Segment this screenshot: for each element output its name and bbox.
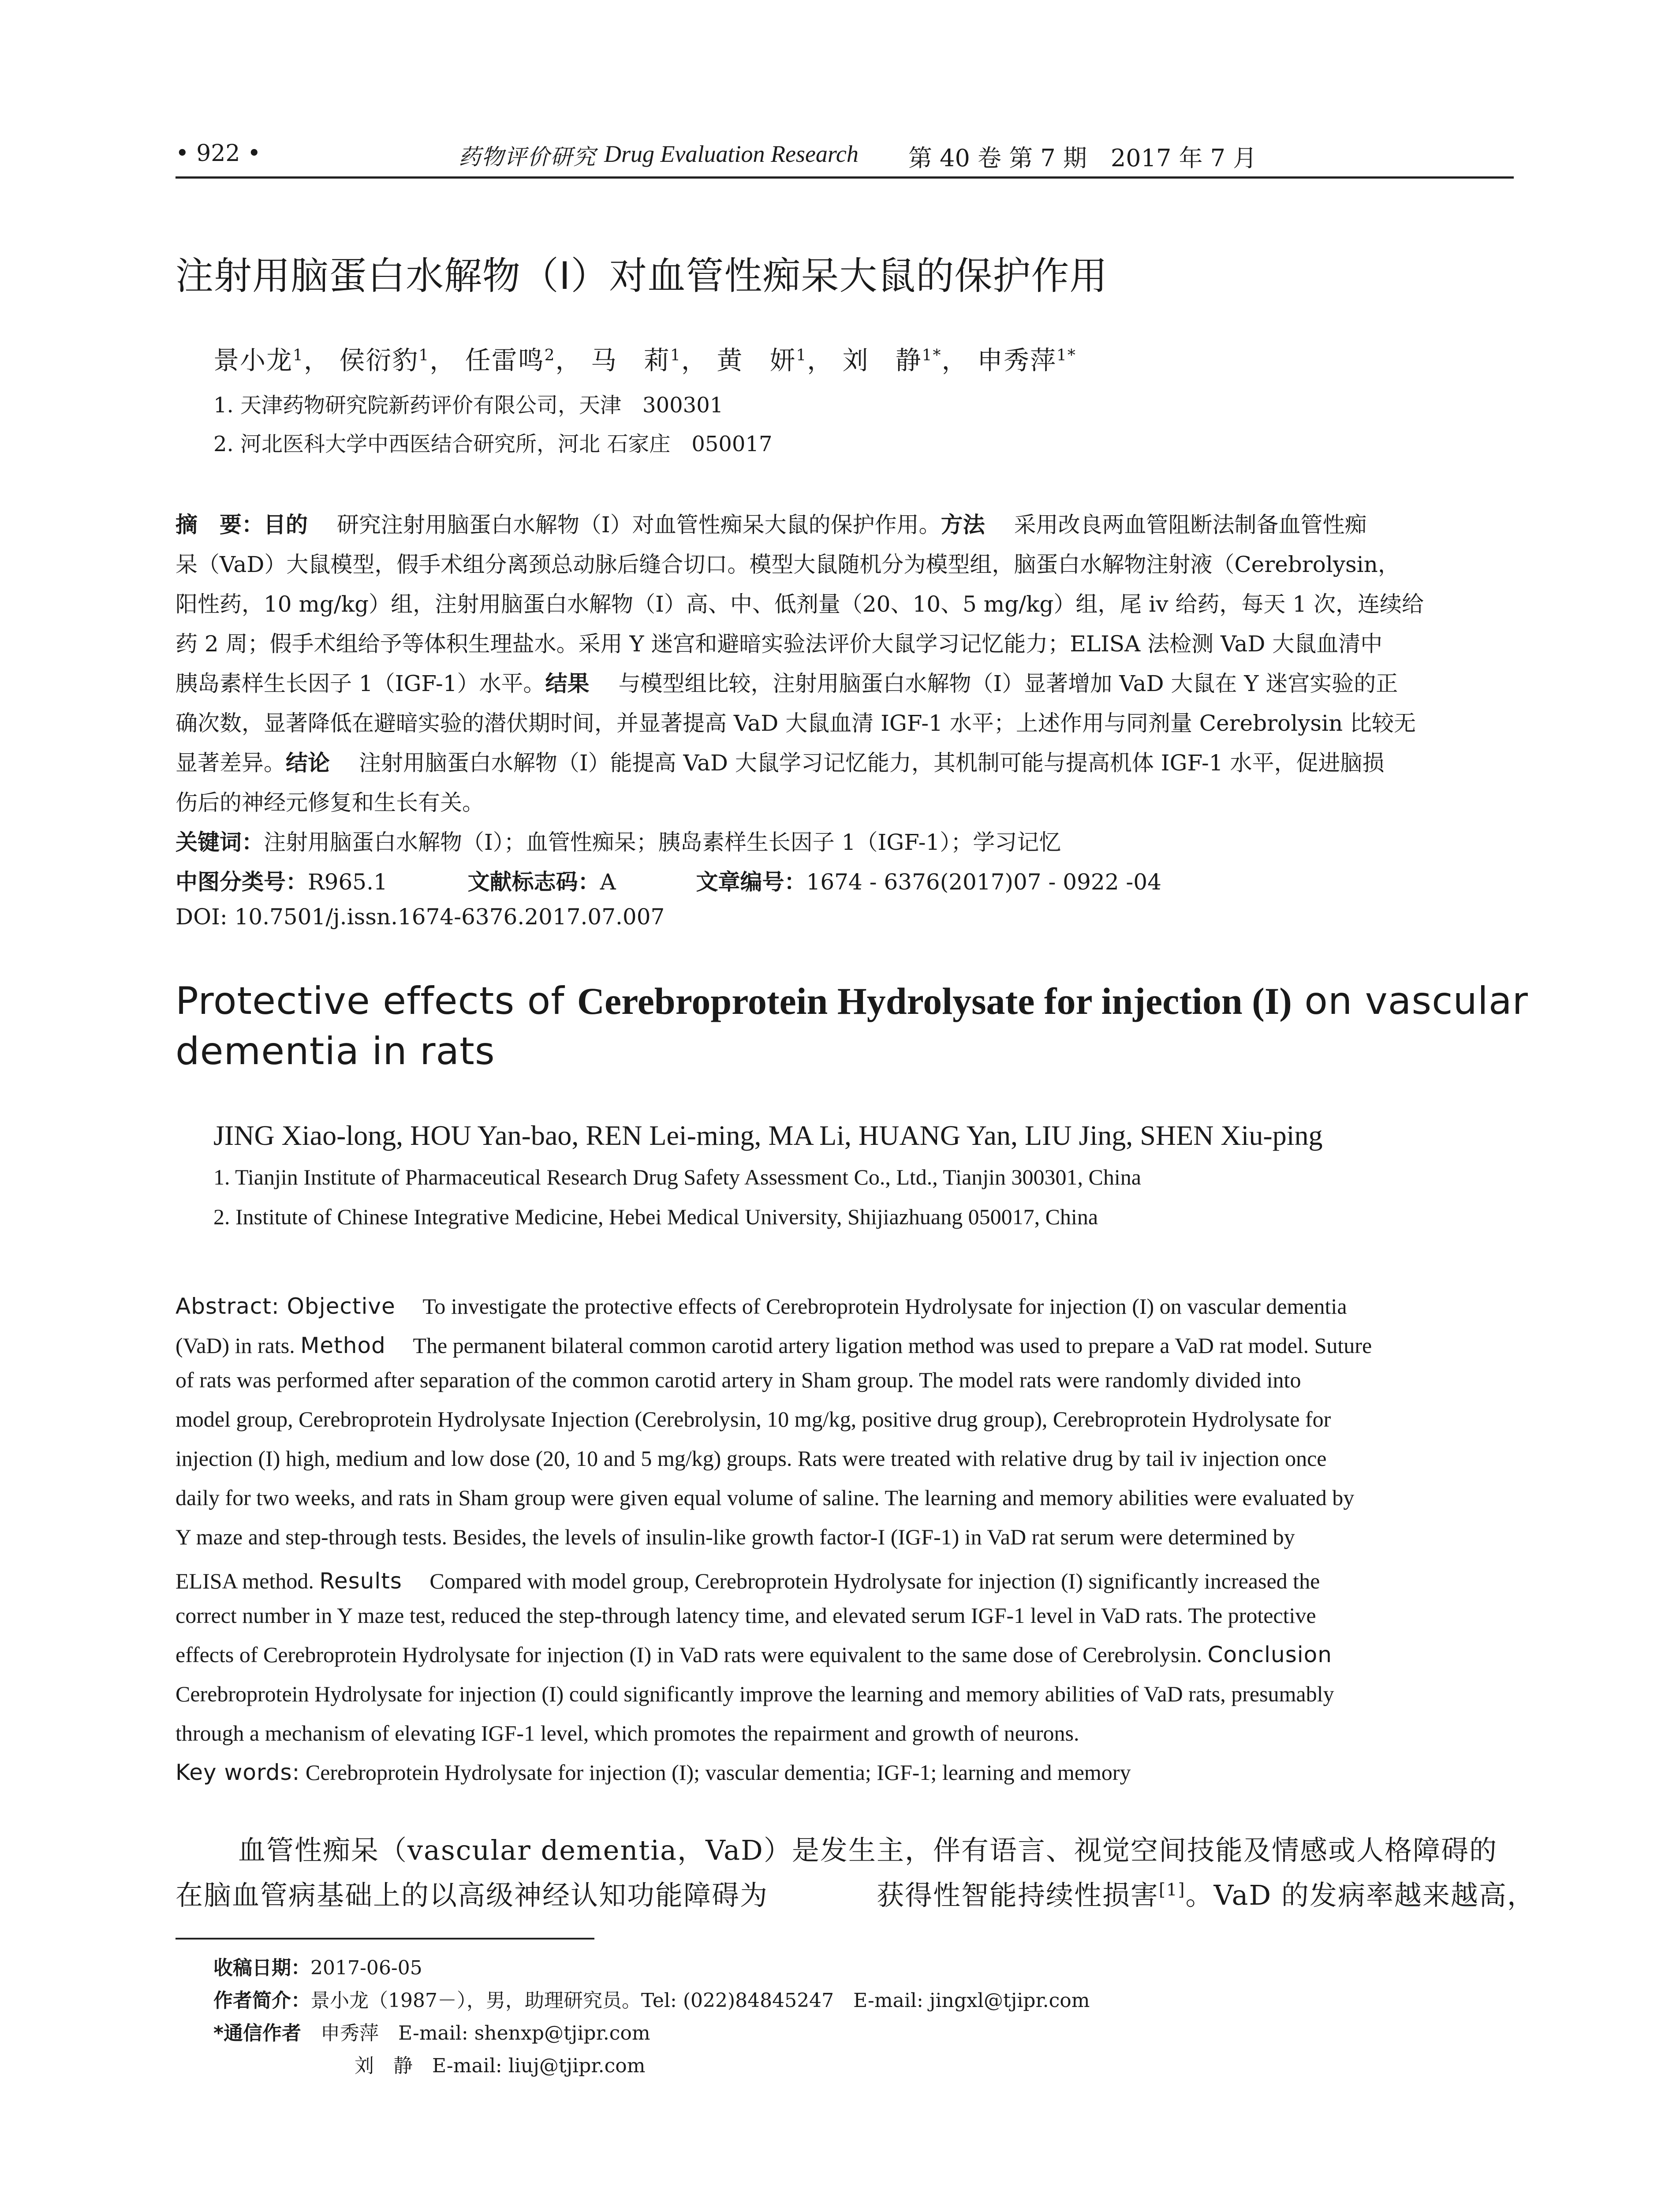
author-intro: 景小龙（1987－），男，助理研究员。Tel: (022)84845247 E-mail: jingxl@tjipr.com [310,1989,1090,2012]
title-cn: 注射用脑蛋白水解物（I）对血管性痴呆大鼠的保护作用 [175,254,1108,298]
abstract-text: 与模型组比较，注射用脑蛋白水解物（I）显著增加 VaD 大鼠在 Y 迷宫实验的正 [618,671,1398,696]
abstract-en-line: model group, Cerebroprotein Hydrolysate Injection (Cerebrolysin, 10 mg/kg, positive drug group), Cerebroprotein Hydrolysate for [175,1407,1331,1431]
abstract-en-text: The permanent bilateral common carotid artery ligation method was used to prepare a VaD rat model. Suture [413,1333,1372,1358]
abstract-en-text: ELISA method. [175,1569,314,1593]
body-text: 获得性智能持续性损害 [877,1879,1159,1911]
abstract-en-line: through a mechanism of elevating IGF-1 level, which promotes the repairment and growth of neurons. [175,1721,1079,1745]
abstract-en-line: correct number in Y maze test, reduced the step-through latency time, and elevated serum IGF-1 level in VaD rats. The protective [175,1603,1316,1628]
aff-mark: 1 [670,346,681,365]
aff-mark: 2 [544,346,556,365]
method-label: 方法 [941,512,985,538]
journal-logo: 药物评价研究 [459,144,596,170]
authors-en: JING Xiao-long, HOU Yan-bao, REN Lei-ming, MA Li, HUANG Yan, LIU Jing, SHEN Xiu-ping [213,1120,1323,1151]
author-cn: 申秀萍 [977,345,1057,375]
footnote-received [213,1952,422,1980]
method-en-label: Method [300,1333,386,1358]
abstract-en-label: Abstract: Objective [175,1293,396,1319]
abstract-en-text: (VaD) in rats. [175,1333,295,1358]
title-en [175,979,1528,1023]
title-en-line2: dementia in rats [175,1029,495,1073]
abstract-en-line: injection (I) high, medium and low dose (20, 10 and 5 mg/kg) groups. Rats were treated with relative drug by tail iv injection once [175,1446,1327,1471]
abstract-en-line: Y maze and step-through tests. Besides, the levels of insulin-like growth factor-I (IGF-1) in VaD rat serum were determined by [175,1525,1295,1549]
conclusion-en-label: Conclusion [1207,1642,1332,1667]
citation-ref: [1] [1159,1880,1186,1900]
aff-mark: 1 [293,346,304,365]
abstract-text: 研究注射用脑蛋白水解物（I）对血管性痴呆大鼠的保护作用。 [336,512,941,538]
abstract-text: 胰岛素样生长因子 1（IGF-1）水平。 [175,671,545,696]
footnote-rule [175,1938,594,1940]
journal-name: Drug Evaluation Research [604,141,859,167]
article-value: 1674 - 6376(2017)07 - 0922 -04 [806,869,1161,895]
aff-mark: 1 [796,346,807,365]
authors-cn: 景小龙$^1$， 侯衍豹$^1$， 任雷鸣$^2$， 马 莉$^1$， 黄 妍$^1$， 刘 静$^{1*}$， 申秀萍$^{1*}$ [213,345,1076,375]
abstract-en-text: effects of Cerebroprotein Hydrolysate for injection (I) in VaD rats were equivalent to the same dose of Cerebrolysin. [175,1642,1202,1667]
abstract-text: 采用改良两血管阻断法制备血管性痴 [1014,512,1367,538]
abstract-en-line: of rats was performed after separation of the common carotid artery in Sham group. The model rats were randomly divided into [175,1368,1301,1392]
objective-label: 目的 [264,512,308,538]
received-date: 2017-06-05 [310,1957,422,1979]
keywords-cn [175,825,1061,856]
doc-value: A [600,869,616,895]
author-cn: 马 莉 [590,345,670,375]
keywords-label: 关键词： [175,830,264,855]
aff-mark: 1 [418,346,430,365]
abstract-en-text: Compared with model group, Cerebroprotein Hydrolysate for injection (I) significantly increased the [429,1569,1320,1593]
abstract-en-line [175,1328,1372,1360]
clc-label: 中图分类号： [175,869,308,895]
header-rule [175,176,1514,179]
abstract-text: 注射用脑蛋白水解物（I）能提高 VaD 大鼠学习记忆能力，其机制可能与提高机体 IGF-1 水平，促进脑损 [358,750,1385,776]
footnote-corresponding-2: 刘 静 E-mail: liuj@tjipr.com [355,2055,646,2077]
keywords-en [175,1760,1131,1785]
doc-label: 文献标志码： [467,869,600,895]
title-en-bold: Cerebroprotein Hydrolysate for injection (I) [577,980,1292,1022]
footnote-corresponding [213,2017,650,2045]
doi: DOI: 10.7501/j.issn.1674-6376.2017.07.007 [175,904,665,930]
keywords-en-label: Key words: [175,1760,300,1785]
corresponding-author: 申秀萍 E-mail: shenxp@tjipr.com [321,2022,650,2044]
corresponding-label: *通信作者 [213,2022,302,2044]
abstract-en-line [175,1642,1332,1667]
keywords-en-text: Cerebroprotein Hydrolysate for injection (I); vascular dementia; IGF-1; learning and memory [305,1760,1131,1785]
abstract-en-line [175,1563,1320,1595]
abstract-cn-line: 药 2 周；假手术组给予等体积生理盐水。采用 Y 迷宫和避暗实验法评价大鼠学习记忆能力；ELISA 法检测 VaD 大鼠血清中 [175,631,1383,657]
affiliation-en: 1. Tianjin Institute of Pharmaceutical Research Drug Safety Assessment Co., Ltd., Tianjin 300301, China [213,1165,1141,1189]
abstract-text: 显著差异。 [175,750,286,776]
author-intro-label: 作者简介： [213,1989,310,2012]
result-label: 结果 [545,671,590,696]
body-right-line: 主，伴有语言、视觉空间技能及情感或人格障碍的 [877,1834,1498,1866]
abstract-cn-line: 确次数，显著降低在避暗实验的潜伏期时间，并显著提高 VaD 大鼠血清 IGF-1 水平；上述作用与同剂量 Cerebrolysin 比较无 [175,710,1416,736]
aff-mark: 1* [1056,346,1076,365]
abstract-label: 摘 要： [175,512,264,538]
journal-issue: 第 40 卷 第 7 期 2017 年 7 月 [908,144,1257,172]
title-en-post: on vascular [1292,979,1528,1023]
author-cn: 黄 妍 [717,345,796,375]
title-en-pre: Protective effects of [175,979,577,1023]
author-cn: 任雷鸣 [465,345,545,375]
abstract-cn-line [175,745,1385,777]
abstract-en-line: daily for two weeks, and rats in Sham group were given equal volume of saline. The learning and memory abilities were evaluated by [175,1485,1355,1510]
author-cn: 刘 静 [842,345,922,375]
affiliation-cn: 1. 天津药物研究院新药评价有限公司，天津 300301 [213,393,724,418]
abstract-en-line: Cerebroprotein Hydrolysate for injection (I) could significantly improve the learning and memory abilities of VaD rats, presumably [175,1682,1334,1706]
author-cn: 侯衍豹 [339,345,419,375]
abstract-cn-line: 呆（VaD）大鼠模型，假手术组分离颈总动脉后缝合切口。模型大鼠随机分为模型组，脑蛋白水解物注射液（Cerebrolysin， [175,552,1400,577]
classification-line [175,864,1161,896]
article-label: 文章编号： [696,869,806,895]
abstract-en-text: To investigate the protective effects of Cerebroprotein Hydrolysate for injection (I) on vascular dementia [422,1294,1347,1319]
affiliation-cn: 2. 河北医科大学中西医结合研究所，河北 石家庄 050017 [213,432,773,456]
abstract-cn-line: 伤后的神经元修复和生长有关。 [175,790,484,815]
author-cn: 景小龙 [213,345,293,375]
received-label: 收稿日期： [213,1957,310,1979]
footnote-author [213,1984,1090,2013]
keywords-text: 注射用脑蛋白水解物（I）；血管性痴呆；胰岛素样生长因子 1（IGF-1）；学习记忆 [264,830,1061,855]
abstract-cn-line [175,666,1398,698]
page-number: • 922 • [175,140,261,167]
affiliation-en: 2. Institute of Chinese Integrative Medicine, Hebei Medical University, Shijiazhuang 050017, China [213,1204,1098,1229]
body-right-line [877,1873,1535,1913]
body-left-line: 血管性痴呆（vascular dementia，VaD）是发生 [238,1834,877,1866]
conclusion-label: 结论 [286,750,330,776]
clc-value: R965.1 [308,869,388,895]
abstract-cn-line: 阳性药，10 mg/kg）组，注射用脑蛋白水解物（I）高、中、低剂量（20、10、5 mg/kg）组，尾 iv 给药，每天 1 次，连续给 [175,591,1424,617]
results-en-label: Results [319,1568,402,1594]
abstract-en-line [175,1289,1347,1320]
body-left-line: 在脑血管病基础上的以高级神经认知功能障碍为 [175,1879,769,1911]
abstract-cn-line [175,507,1367,539]
body-text: 。VaD 的发病率越来越高， [1185,1879,1535,1911]
aff-mark: 1* [922,346,942,365]
